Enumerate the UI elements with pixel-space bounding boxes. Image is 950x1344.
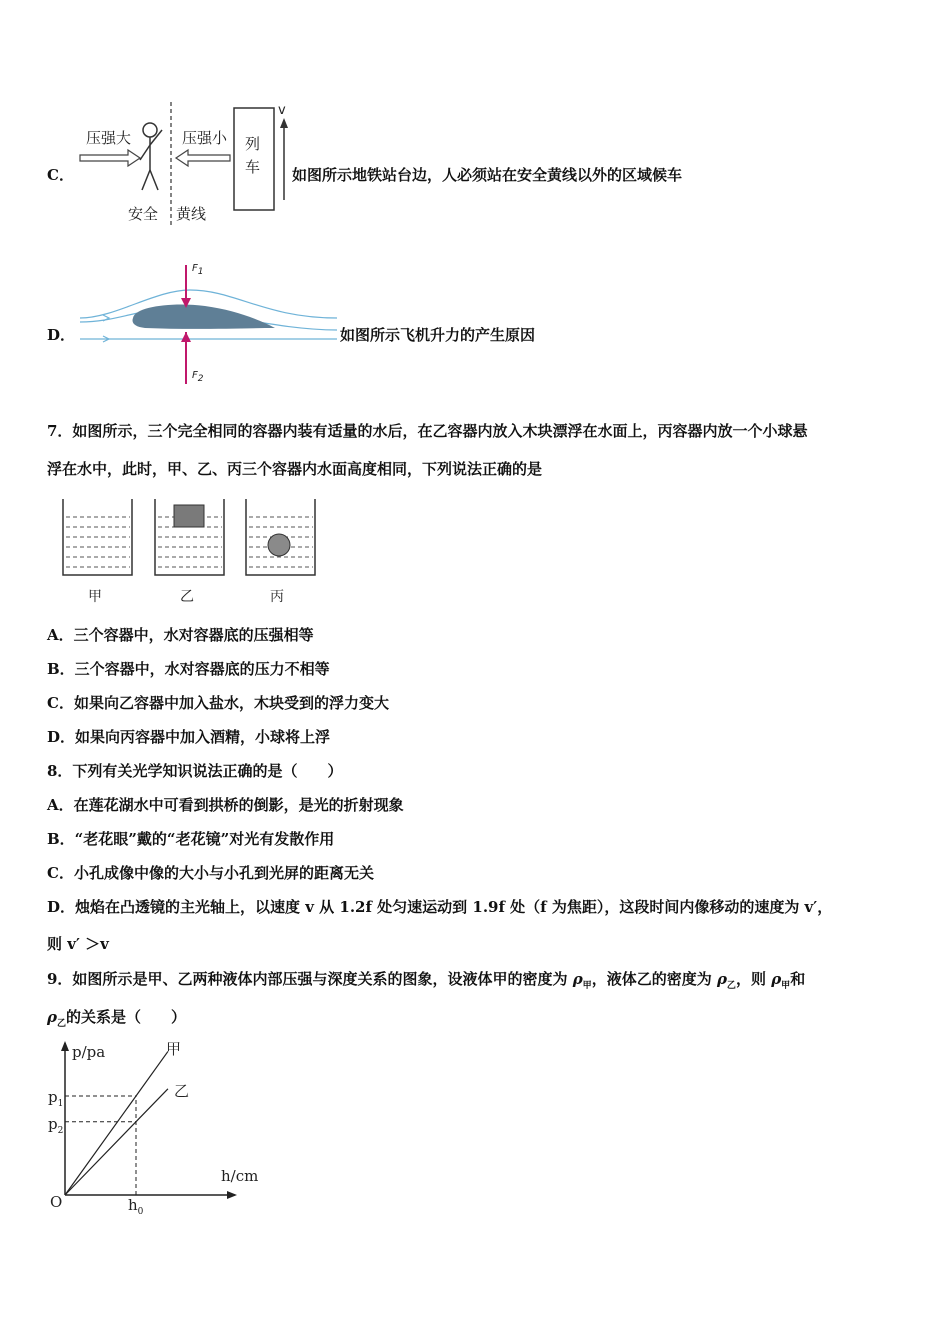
- q7-stem-2: 浮在水中，此时，甲、乙、丙三个容器内水面高度相同，下列说法正确的是: [47, 460, 543, 478]
- h0-label: $h_0$: [128, 1196, 144, 1217]
- origin-label: O: [50, 1193, 63, 1211]
- p1-label: $p_1$: [48, 1088, 64, 1109]
- pressure-depth-chart: [45, 1035, 285, 1215]
- safe-label: 安全: [128, 205, 159, 223]
- q8-option-c: C．小孔成像中像的大小与小孔到光屏的距离无关: [47, 864, 374, 882]
- series-label-jia: 甲: [166, 1040, 182, 1058]
- wing-shape: [133, 305, 276, 329]
- velocity-label: v: [278, 103, 286, 118]
- container-bing: [246, 499, 315, 575]
- q9-stem-2: $\rho_乙$的关系是（ ）: [47, 1008, 187, 1029]
- q8-option-a: A．在莲花湖水中可看到拱桥的倒影，是光的折射现象: [47, 796, 404, 814]
- series-label-yi: 乙: [174, 1082, 190, 1100]
- pressure-arrow-right: [80, 150, 140, 166]
- containers-figure: [60, 497, 320, 587]
- low-pressure-label: 压强小: [182, 129, 228, 147]
- high-pressure-label: 压强大: [86, 129, 132, 147]
- q8-option-d: D．烛焰在凸透镜的主光轴上，以速度 v 从 1.2f 处匀速运动到 1.9f 处（f 为焦距），这段时间内像移动的速度为 v′，: [47, 898, 833, 916]
- q8-stem: 8．下列有关光学知识说法正确的是（ ）: [47, 762, 343, 780]
- yellow-line-label: 黄线: [176, 205, 207, 223]
- q8-option-d-cont: 则 v′ ＞v: [47, 935, 109, 953]
- f1-label: $F_1$: [192, 263, 204, 277]
- container-yi: [155, 499, 224, 575]
- f2-label: $F_2$: [192, 370, 204, 384]
- option-d-letter: D．: [47, 326, 76, 344]
- small-ball: [268, 534, 290, 556]
- container-label-jia: 甲: [88, 589, 102, 605]
- wing-figure: [75, 260, 345, 390]
- p2-label: $p_2$: [48, 1115, 64, 1136]
- series-line-yi: [65, 1089, 168, 1195]
- container-jia: [63, 499, 132, 575]
- container-label-yi: 乙: [180, 589, 194, 605]
- q7-stem-1: 7．如图所示，三个完全相同的容器内装有适量的水后，在乙容器内放入木块漂浮在水面上，丙容器内放一个小球悬: [47, 422, 808, 440]
- x-axis-label: h/cm: [221, 1167, 259, 1185]
- train-label-2: 车: [245, 158, 261, 176]
- pressure-arrow-left: [176, 150, 230, 166]
- option-c-letter: C．: [47, 166, 74, 184]
- option-d-text: 如图所示飞机升力的产生原因: [340, 326, 536, 344]
- train-label-1: 列: [245, 135, 261, 153]
- q7-option-a: A．三个容器中，水对容器底的压强相等: [47, 626, 314, 644]
- y-axis-label: p/pa: [72, 1043, 106, 1061]
- container-label-bing: 丙: [270, 589, 284, 605]
- subway-figure: [70, 100, 370, 220]
- q7-option-b: B．三个容器中，水对容器底的压力不相等: [47, 660, 330, 678]
- q9-stem-1: 9．如图所示是甲、乙两种液体内部压强与深度关系的图象，设液体甲的密度为 $\rho_甲$，液体乙的密度为 $\rho_乙$，则 $\rho_甲$和: [47, 970, 806, 991]
- series-line-jia: [65, 1051, 168, 1195]
- wood-block: [174, 505, 204, 527]
- q7-option-d: D．如果向丙容器中加入酒精，小球将上浮: [47, 728, 331, 746]
- q8-option-b: B．“老花眼”戴的“老花镜”对光有发散作用: [47, 830, 335, 848]
- option-c-text: 如图所示地铁站台边，人必须站在安全黄线以外的区域候车: [292, 166, 683, 184]
- q7-option-c: C．如果向乙容器中加入盐水，木块受到的浮力变大: [47, 694, 389, 712]
- person-head: [143, 123, 157, 137]
